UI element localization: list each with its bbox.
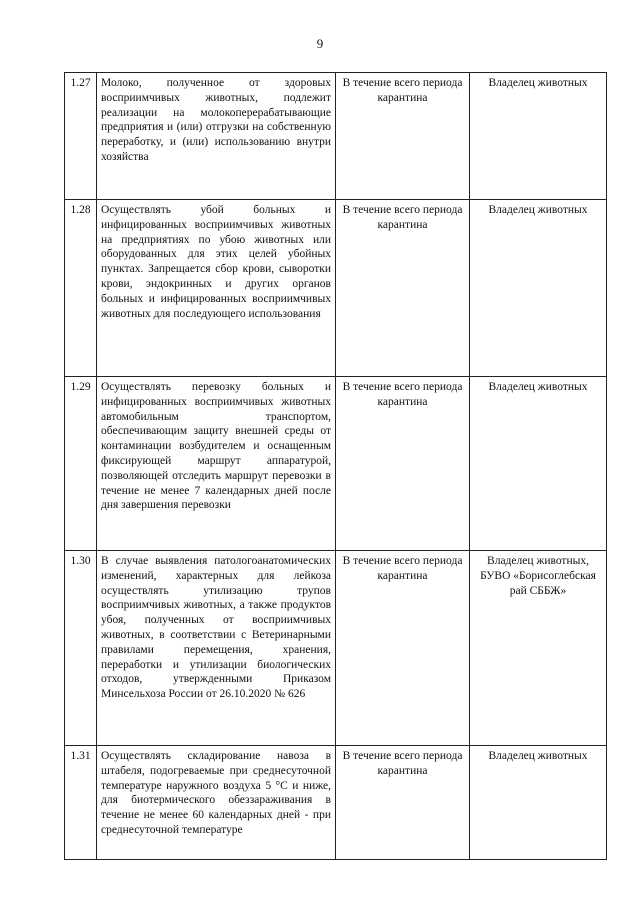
measure-text: Молоко, полученное от здоровых восприимчивых животных, подлежит реализации на молокоперерабатывающие предприятия и (или) отгрузки на собственную переработку, и (или) использованию внутри хозяйства	[97, 73, 336, 200]
table-row	[65, 200, 607, 377]
measure-text: Осуществлять убой больных и инфицированных восприимчивых животных на предприятиях по убою животных или оборудованных для этих целей убойных пунктах. Запрещается сбор крови, сыворотки крови, эндокринных и других органов больных и инфицированных восприимчивых животных для последующего использования	[97, 200, 336, 377]
row-number: 1.28	[65, 200, 97, 377]
table-row	[65, 377, 607, 551]
measure-text: Осуществлять перевозку больных и инфицированных восприимчивых животных автомобильным транспортом, обеспечивающим защиту внешней среды от контаминации возбудителем и оснащенным фиксирующей маршрут аппаратурой, позволяющей отследить маршрут перевозки в течение не менее 7 календарных дней после дня завершения перевозки	[97, 377, 336, 551]
responsible-cell: Владелец животных, БУВО «Борисоглебская рай СББЖ»	[470, 551, 607, 746]
row-number: 1.31	[65, 746, 97, 860]
row-number: 1.29	[65, 377, 97, 551]
table-row	[65, 73, 607, 200]
responsible-cell: Владелец животных	[470, 746, 607, 860]
responsible-cell: Владелец животных	[470, 377, 607, 551]
table-row	[65, 551, 607, 746]
row-number: 1.27	[65, 73, 97, 200]
term-cell: В течение всего периода карантина	[336, 377, 470, 551]
term-cell: В течение всего периода карантина	[336, 746, 470, 860]
measure-text: В случае выявления патологоанатомических изменений, характерных для лейкоза осуществлять утилизацию трупов восприимчивых животных, а также продуктов убоя, полученных от восприимчивых животных, в соответствии с Ветеринарными правилами перемещения, хранения, переработки и утилизации биологических отходов, утвержденными Приказом Минсельхоза России от 26.10.2020 № 626	[97, 551, 336, 746]
term-cell: В течение всего периода карантина	[336, 200, 470, 377]
responsible-cell: Владелец животных	[470, 73, 607, 200]
term-cell: В течение всего периода карантина	[336, 551, 470, 746]
table-row	[65, 746, 607, 860]
measure-text: Осуществлять складирование навоза в штабеля, подогреваемые при среднесуточной температуре наружного воздуха 5 °С и ниже, для биотермического обеззараживания в течение не менее 60 календарных дней - при среднесуточной температуре	[97, 746, 336, 860]
responsible-cell: Владелец животных	[470, 200, 607, 377]
measures-table	[64, 72, 607, 860]
term-cell: В течение всего периода карантина	[336, 73, 470, 200]
page-number: 9	[316, 36, 324, 51]
row-number: 1.30	[65, 551, 97, 746]
